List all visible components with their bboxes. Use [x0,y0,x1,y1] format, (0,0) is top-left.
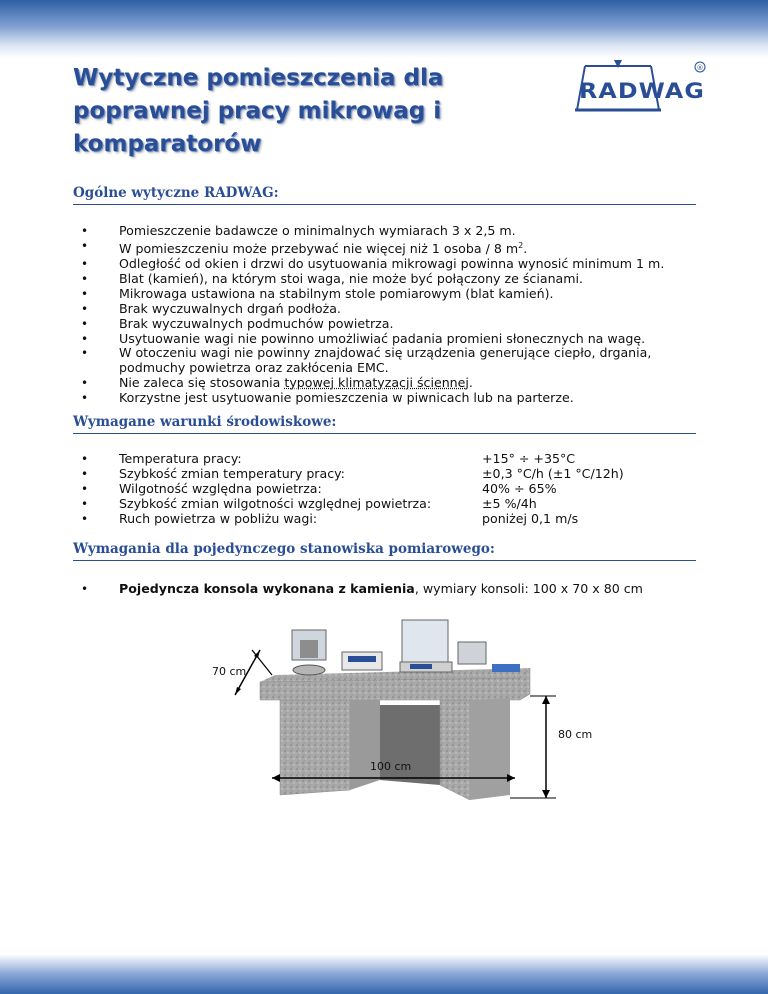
title-line-1: Wytyczne pomieszczenia dla [73,65,444,91]
station-list [73,582,713,597]
list-item: • Korzystne jest usytuowanie pomieszczenia w piwnicach lub na parterze. [73,391,713,406]
section-heading-station: Wymagania dla pojedynczego stanowiska pomiarowego: [73,541,696,561]
stone-console-photo [212,600,610,820]
depth-label: 70 cm [212,665,247,678]
list-item: • Pojedyncza konsola wykonana z kamienia, wymiary konsoli: 100 x 70 x 80 cm [73,582,713,597]
list-item: • Odległość od okien i drzwi do usytuowania mikrowagi powinna wynosić minimum 1 m. [73,257,713,272]
title-line-3: komparatorów [73,131,262,157]
microbalance-draft-shield [402,620,448,668]
environment-list [73,452,713,527]
list-item: • Szybkość zmian temperatury pracy: ±0,3 °C/h (±1 °C/12h) [73,467,713,482]
list-item: • Szybkość zmian wilgotności względnej powietrza: ±5 %/4h [73,497,713,512]
list-item: • Wilgotność względna powietrza: 40% ÷ 65% [73,482,713,497]
list-item: • Blat (kamień), na którym stoi waga, nie może być połączony ze ścianami. [73,272,713,287]
radwag-logo [575,58,710,120]
right-leg-side [470,698,510,800]
general-list [73,224,713,406]
section-heading-environment: Wymagane warunki środowiskowe: [73,414,696,434]
list-item: • Mikrowaga ustawiona na stabilnym stole pomiarowym (blat kamień). [73,287,713,302]
page-title [73,62,503,161]
list-item: • Pomieszczenie badawcze o minimalnych wymiarach 3 x 2,5 m. [73,224,713,239]
control-unit [458,642,486,664]
list-item: • Temperatura pracy: +15° ÷ +35°C [73,452,713,467]
bottom-gradient-band [0,954,768,994]
top-gradient-band [0,0,768,58]
air-conditioning-link[interactable]: typowej klimatyzacji ściennej [284,375,469,391]
logo-text: RADWAG [579,79,705,103]
left-leg-side [350,700,380,790]
logo-registered-mark: ® [696,64,704,72]
title-line-2: poprawnej pracy mikrowag i [73,98,442,124]
section-heading-general: Ogólne wytyczne RADWAG: [73,185,696,205]
left-leg [280,700,350,795]
list-item: • Usytuowanie wagi nie powinno umożliwiać padania promieni słonecznych na wagę. [73,332,713,347]
list-item: • W pomieszczeniu może przebywać nie więcej niż 1 osoba / 8 $m^2$. [73,239,713,257]
height-label: 80 cm [558,728,593,741]
list-item: • Brak wyczuwalnych drgań podłoża. [73,302,713,317]
list-item: • W otoczeniu wagi nie powinny znajdować się urządzenia generujące ciepło, drgania, podmuchy powietrza oraz zakłócenia EMC. [73,346,713,376]
back-panel [380,705,440,785]
list-item: • Nie zaleca się stosowania typowej klimatyzacji ściennej. [73,376,713,391]
width-label: 100 cm [370,760,412,773]
list-item: • Ruch powietrza w pobliżu wagi: poniżej 0,1 m/s [73,512,713,527]
right-leg [440,700,470,800]
keyboard [492,664,520,672]
list-item: • Brak wyczuwalnych podmuchów powietrza. [73,317,713,332]
